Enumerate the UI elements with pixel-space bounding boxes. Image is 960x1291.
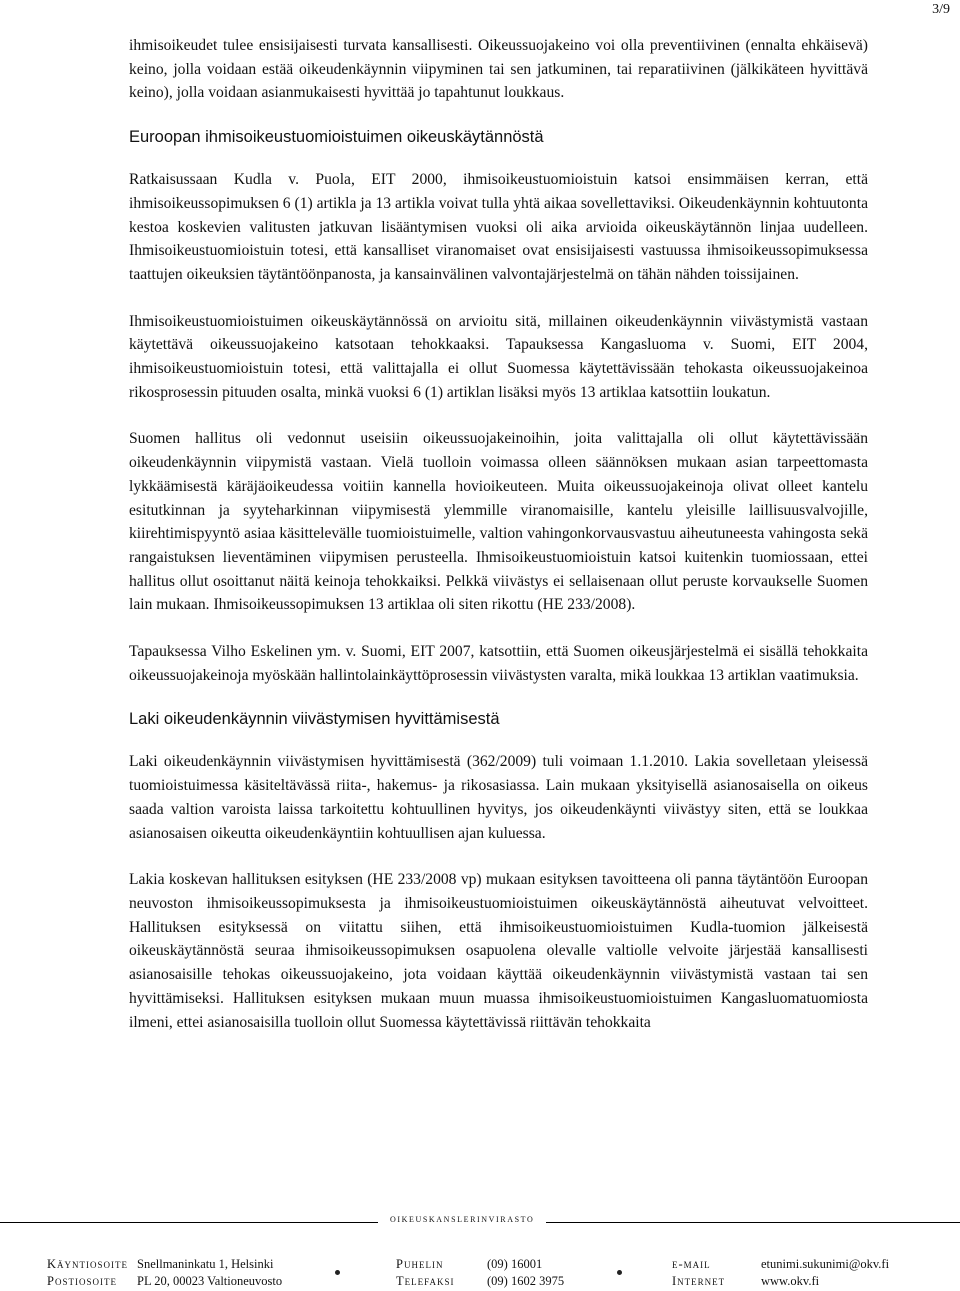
postal-address: PL 20, 00023 Valtioneuvosto	[137, 1274, 283, 1288]
section-heading: Euroopan ihmisoikeustuomioistuimen oikeuskäytännöstä	[129, 128, 544, 147]
website-link[interactable]: www.okv.fi	[761, 1274, 820, 1288]
section-heading: Laki oikeudenkäynnin viivästymisen hyvittämisestä	[129, 710, 500, 729]
email-label: e-mail	[672, 1257, 711, 1271]
phone-label: Puhelin	[396, 1257, 444, 1271]
fax-label: Telefaksi	[396, 1274, 455, 1288]
document-body	[129, 34, 868, 1034]
phone-number: (09) 16001	[487, 1257, 543, 1271]
bullet-separator-icon	[335, 1270, 340, 1275]
paragraph: Tapauksessa Vilho Eskelinen ym. v. Suomi, EIT 2007, katsottiin, että Suomen oikeusjärjestelmä ei sisällä tehokkaita oikeussuojakeinoja myöskään hallintolainkäyttöprosessin viivästysten varalta, mikä loukkaa 13 artiklan vaatimuksia.	[129, 643, 868, 684]
paragraph: Ihmisoikeustuomioistuimen oikeuskäytännössä on arvioitu sitä, millainen oikeudenkäynnin viivästymistä vastaan käytettävä oikeussuojakeino katsotaan tehokkaaksi. Tapauksessa Kangasluoma v. Suomi, EIT 2004, ihmisoikeustuomioistuin totesi, että valittajalla ei ollut Suomessa käytettävissään tehokasta oikeussuojakeinoa rikosprosessin pituuden osalta, minkä vuoksi 6 (1) artiklan lisäksi myös 13 artiklaa katsottiin loukatun.	[129, 312, 868, 401]
visit-address-label: Käyntiosoite	[47, 1257, 129, 1271]
bullet-separator-icon	[617, 1270, 622, 1275]
visit-address: Snellmaninkatu 1, Helsinki	[137, 1257, 274, 1271]
paragraph: Ratkaisussaan Kudla v. Puola, EIT 2000, ihmisoikeustuomioistuin katsoi ensimmäisen kerran, että ihmisoikeussopimuksen 6 (1) artikla ja 13 artikla voivat tulla yhtä aikaa sovellettaviksi. Oikeudenkäynnin kohtuutonta kestoa koskevien valitusten jatkuvan lisääntymisen vuoksi oli aika arvioida oikeuskäytännön linjaa uudelleen. Ihmisoikeustuomioistuin totesi, että kansalliset viranomaiset ovat ensisijaisesti vastuussa ihmisoikeussopimuksessa taattujen oikeuksien täytäntöönpanosta, ja kansainvälinen valvontajärjestelmä on tähän nähden toissijainen.	[129, 171, 868, 283]
fax-number: (09) 1602 3975	[487, 1274, 565, 1288]
paragraph: Lakia koskevan hallituksen esityksen (HE 233/2008 vp) mukaan esityksen tavoitteena oli panna täytäntöön Euroopan neuvoston ihmisoikeussopimuksesta ja ihmisoikeustuomioistuimen oikeuskäytännöstä aiheutuvat velvoitteet. Hallituksen esityksessä on viitattu siihen, että ihmisoikeustuomioistuimen Kudla-tuomion jälkeisestä oikeuskäytännöstä seuraa ihmisoikeussopimuksen osapuolena olevalle valtiolle velvoite järjestää kansallisesti asianosaisille tehokas oikeussuojakeino, jota voidaan käyttää oikeudenkäynnin viivästymistä vastaan tai sen hyvittämiseksi. Hallituksen esityksen mukaan muun muassa ihmisoikeustuomioistuimen Kangasluomatuomiosta ilmeni, ettei asianosaisilla tuolloin ollut Suomessa käytettävissä riittävän tehokkaita	[129, 871, 868, 1031]
internet-label: Internet	[672, 1274, 726, 1288]
paragraph: Suomen hallitus oli vedonnut useisiin oikeussuojakeinoihin, joita valittajalla oli ollut käytettävissään oikeudenkäynnin viipymistä vastaan. Vielä tuolloin voimassa olleen säännöksen mukaan asian tarpeettomasta lykkäämisestä käräjäoikeudessa voitiin kannella hovioikeuteen. Muita oikeussuojakeinoja olivat olleet kantelu esitutkinnan ja syyteharkinnan viipymisestä ylemmille viranomaisille, kantelu yleisille laillisuusvalvojille, kiirehtimispyyntö asiaa käsittelevälle tuomioistuimelle, valtion vahingonkorvausvastuu aiheutuneesta vahingosta sekä rangaistuksen lieventäminen viipymisen perusteella. Ihmisoikeustuomioistuin katsoi kuitenkin tuomiossaan, ettei hallitus ollut osoittanut näitä keinoja tehokkaiksi. Pelkkä viivästys ei sellaisenaan ollut peruste korvaukselle Suomen lain mukaan. Ihmisoikeussopimuksen 13 artiklaa oli siten rikottu (HE 233/2008).	[129, 430, 868, 614]
footer-organization: oikeuskanslerinvirasto	[378, 1213, 546, 1225]
email-address[interactable]: etunimi.sukunimi@okv.fi	[761, 1257, 890, 1271]
paragraph: ihmisoikeudet tulee ensisijaisesti turvata kansallisesti. Oikeussuojakeino voi olla preventiivinen (ennalta ehkäisevä) keino, jolla voidaan estää oikeudenkäynnin viipyminen tai sen jatkuminen, tai reparatiivinen (jälkikäteen hyvittävä keino), jolla voidaan asianmukaisesti hyvittää jo tapahtunut loukkaus.	[129, 37, 868, 102]
paragraph: Laki oikeudenkäynnin viivästymisen hyvittämisestä (362/2009) tuli voimaan 1.1.2010. Lakia sovelletaan yleisessä tuomioistuimessa käsiteltävässä riita-, hakemus- ja rikosasiassa. Lain mukaan yksityisellä asianosaisella on oikeus saada valtion varoista laissa tarkoitettu kohtuullinen hyvitys, jos oikeudenkäynti viivästyy siten, että se loukkaa asianosaisen oikeutta oikeudenkäyntiin kohtuullisen ajan kuluessa.	[129, 753, 868, 842]
postal-address-label: Postiosoite	[47, 1274, 117, 1288]
page-number: 3/9	[932, 2, 950, 17]
